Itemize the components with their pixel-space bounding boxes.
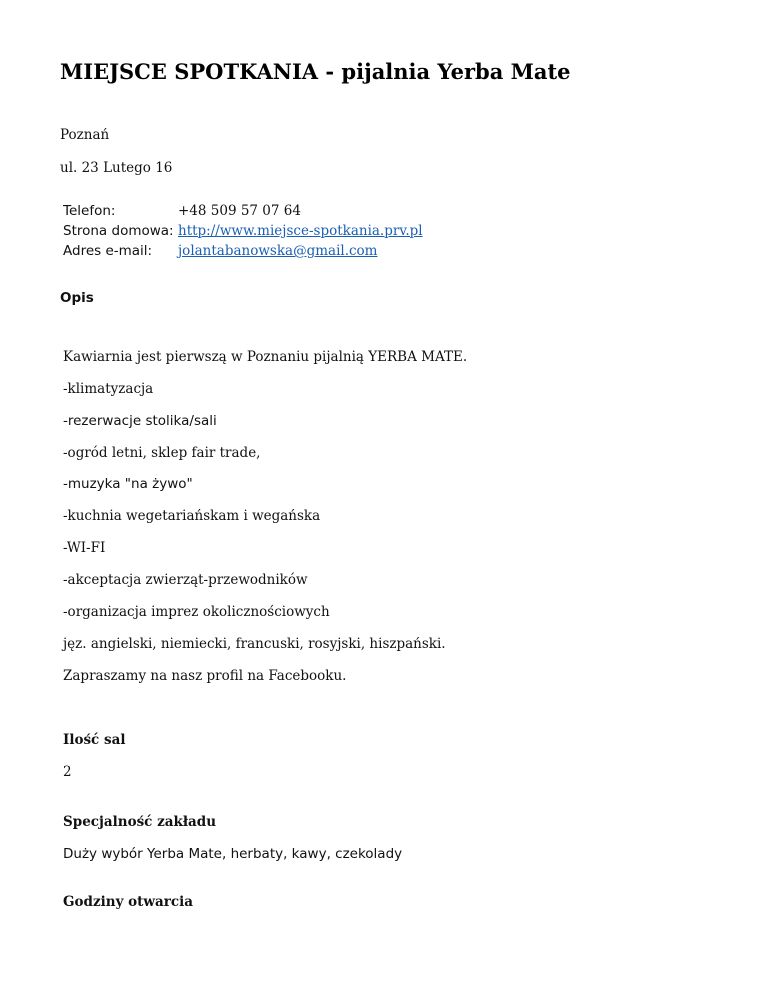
rooms-heading: Ilość sal <box>63 732 126 748</box>
address-street: ul. 23 Lutego 16 <box>60 160 173 176</box>
description-line: jęz. angielski, niemiecki, francuski, rosyjski, hiszpański. <box>63 636 446 652</box>
description-heading: Opis <box>60 290 94 306</box>
description-line: -kuchnia wegetariańskam i wegańska <box>63 508 321 524</box>
page-title: MIEJSCE SPOTKANIA - pijalnia Yerba Mate <box>60 59 571 84</box>
phone-value: +48 509 57 07 64 <box>178 203 301 219</box>
description-line: -klimatyzacja <box>63 381 154 397</box>
description-line: -akceptacja zwierząt-przewodników <box>63 572 308 588</box>
rooms-value: 2 <box>63 764 72 780</box>
email-label: Adres e-mail: <box>63 243 153 259</box>
email-link[interactable]: jolantabanowska@gmail.com <box>178 243 378 259</box>
specialty-heading: Specjalność zakładu <box>63 814 217 830</box>
description-line: Zapraszamy na nasz profil na Facebooku. <box>63 668 347 684</box>
website-label: Strona domowa: <box>63 223 174 239</box>
description-line: -organizacja imprez okolicznościowych <box>63 604 330 620</box>
description-line: Kawiarnia jest pierwszą w Poznaniu pijalnią YERBA MATE. <box>63 349 468 365</box>
address-city: Poznań <box>60 127 110 143</box>
description-line: -WI-FI <box>63 540 106 556</box>
description-line: -ogród letni, sklep fair trade, <box>63 445 261 461</box>
description-line: -muzyka "na żywo" <box>63 476 193 492</box>
description-line: -rezerwacje stolika/sali <box>63 413 217 429</box>
hours-heading: Godziny otwarcia <box>63 894 193 910</box>
phone-label: Telefon: <box>63 203 116 219</box>
website-link[interactable]: http://www.miejsce-spotkania.prv.pl <box>178 223 423 239</box>
specialty-value: Duży wybór Yerba Mate, herbaty, kawy, czekolady <box>63 846 403 862</box>
